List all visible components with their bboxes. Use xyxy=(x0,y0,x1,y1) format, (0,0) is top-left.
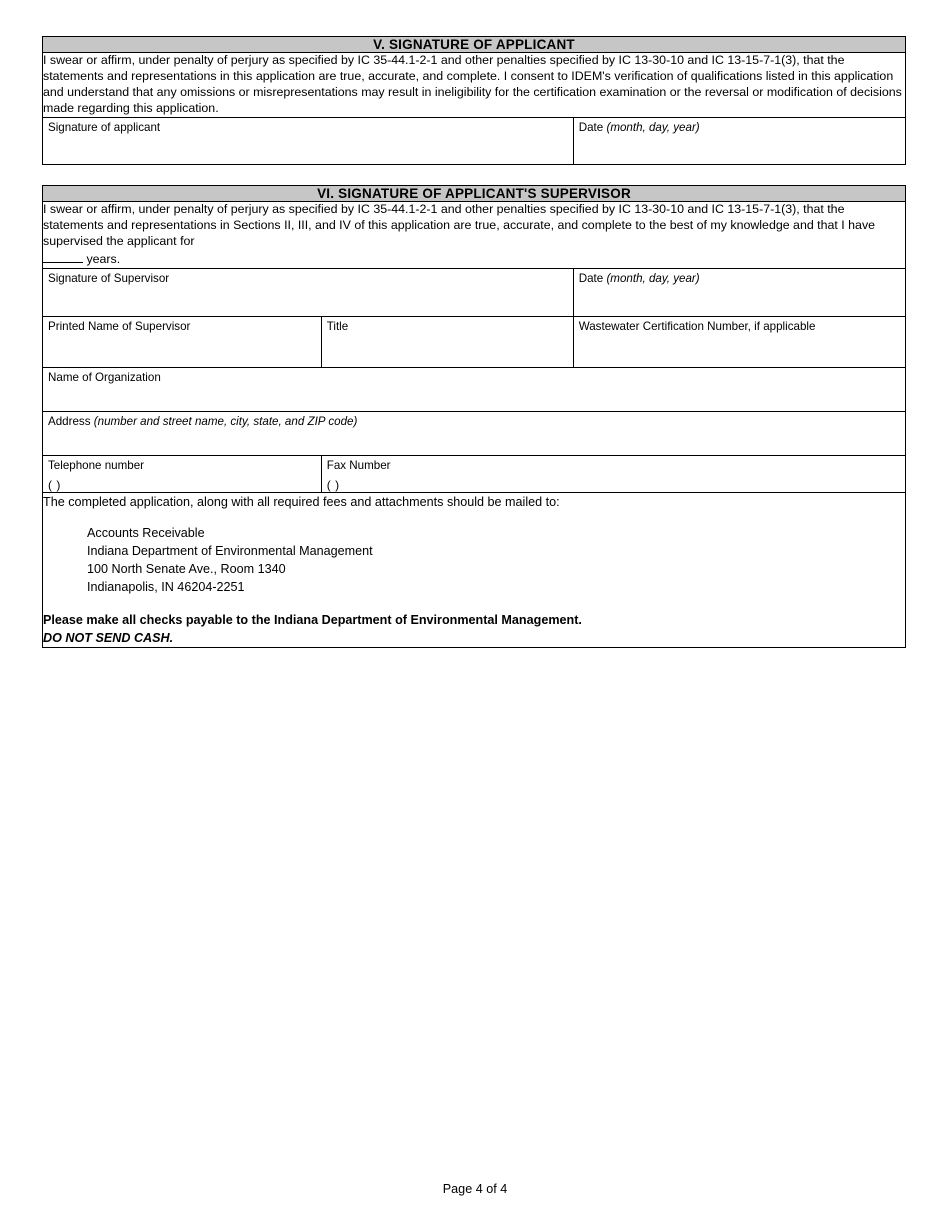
mailing-instructions-cell xyxy=(43,493,906,648)
organization-cell[interactable] xyxy=(43,367,906,411)
applicant-signature-input[interactable] xyxy=(43,134,573,164)
section-vi-header-row xyxy=(43,186,906,202)
fax-cell[interactable] xyxy=(321,455,905,493)
supervisor-date-hint: (month, day, year) xyxy=(606,271,700,285)
section-vi-affirmation-cell xyxy=(43,202,906,269)
title-label: Title xyxy=(326,319,349,333)
supervisor-date-label-text: Date xyxy=(578,271,607,285)
address-row xyxy=(43,411,906,455)
mailing-address-line-3: 100 North Senate Ave., Room 1340 xyxy=(87,562,286,577)
years-supervised-input[interactable] xyxy=(43,262,83,263)
cert-number-input[interactable] xyxy=(574,334,905,367)
section-vi-affirmation-text: I swear or affirm, under penalty of perjury as specified by IC 35-44.1-2-1 and other penalties specified by IC 13-30-10 and IC 13-15-7-1(3), that the statements and representations in Sections II, III, and IV of this application are true, accurate, and complete to the best of my knowledge and that I have supervised the applicant for xyxy=(43,202,876,249)
title-input[interactable] xyxy=(322,334,573,367)
mailing-address-line-2: Indiana Department of Environmental Management xyxy=(87,543,373,558)
applicant-signature-cell[interactable] xyxy=(43,117,574,165)
organization-label: Name of Organization xyxy=(48,370,161,384)
checks-payable-note: Please make all checks payable to the Indiana Department of Environmental Management. xyxy=(43,612,582,627)
mailing-address xyxy=(87,524,905,597)
mailing-instructions-row xyxy=(43,493,906,648)
supervisor-signature-cell[interactable] xyxy=(43,268,574,316)
address-label xyxy=(43,412,905,429)
section-vi-header: VI. SIGNATURE OF APPLICANT'S SUPERVISOR xyxy=(43,186,906,202)
applicant-date-hint: (month, day, year) xyxy=(606,120,700,134)
mailing-address-line-4: Indianapolis, IN 46204-2251 xyxy=(87,580,245,595)
fax-input[interactable]: ( ) xyxy=(326,478,340,493)
supervisor-signature-input[interactable] xyxy=(43,286,573,316)
section-v-signature-row xyxy=(43,117,906,165)
supervisor-date-input[interactable] xyxy=(574,286,905,316)
section-vi-block xyxy=(42,185,906,648)
supervisor-details-row xyxy=(43,316,906,367)
fax-label: Fax Number xyxy=(326,458,391,472)
supervisor-signature-label: Signature of Supervisor xyxy=(48,271,170,285)
supervisor-date-cell[interactable] xyxy=(573,268,905,316)
address-hint: (number and street name, city, state, and ZIP code) xyxy=(93,414,358,428)
page-footer: Page 4 of 4 xyxy=(442,1182,508,1196)
years-suffix-label: years. xyxy=(86,252,121,267)
telephone-cell[interactable] xyxy=(43,455,322,493)
years-supervised-line xyxy=(43,250,905,268)
form-content xyxy=(42,36,906,648)
address-cell[interactable] xyxy=(43,411,906,455)
section-v-affirmation-row xyxy=(43,53,906,118)
mailing-address-line-1: Accounts Receivable xyxy=(87,525,205,540)
applicant-date-label xyxy=(574,118,905,135)
phone-fax-row xyxy=(43,455,906,493)
printed-name-label: Printed Name of Supervisor xyxy=(48,319,191,333)
section-v-affirmation-text: I swear or affirm, under penalty of perjury as specified by IC 35-44.1-2-1 and other penalties specified by IC 13-30-10 and IC 13-15-7-1(3), that the statements and representations in this application are true, accurate, and complete. I consent to IDEM's verification of qualifications listed in this application and understand that any omissions or misrepresentations may result in ineligibility for the certification examination or the reversal or modification of decisions made regarding this application. xyxy=(43,53,906,118)
address-label-text: Address xyxy=(48,414,94,428)
telephone-label: Telephone number xyxy=(48,458,145,472)
section-vi-affirmation-row xyxy=(43,202,906,269)
address-input[interactable] xyxy=(43,429,905,455)
mailing-intro: The completed application, along with all required fees and attachments should be mailed to: xyxy=(43,495,560,510)
supervisor-date-label xyxy=(574,269,905,286)
applicant-date-input[interactable] xyxy=(574,134,905,164)
no-cash-note: DO NOT SEND CASH. xyxy=(43,630,174,645)
telephone-input[interactable]: ( ) xyxy=(48,478,61,493)
supervisor-signature-row xyxy=(43,268,906,316)
section-v-header: V. SIGNATURE OF APPLICANT xyxy=(43,37,906,53)
section-v-block xyxy=(42,36,906,165)
section-spacer xyxy=(42,165,906,185)
printed-name-input[interactable] xyxy=(43,334,321,367)
applicant-signature-label: Signature of applicant xyxy=(48,120,161,134)
organization-row xyxy=(43,367,906,411)
cert-number-label: Wastewater Certification Number, if applicable xyxy=(578,319,816,333)
applicant-date-label-text: Date xyxy=(578,120,607,134)
title-cell[interactable] xyxy=(321,316,573,367)
organization-input[interactable] xyxy=(43,385,905,411)
cert-number-cell[interactable] xyxy=(573,316,905,367)
section-v-header-row xyxy=(43,37,906,53)
applicant-date-cell[interactable] xyxy=(573,117,905,165)
printed-name-cell[interactable] xyxy=(43,316,322,367)
